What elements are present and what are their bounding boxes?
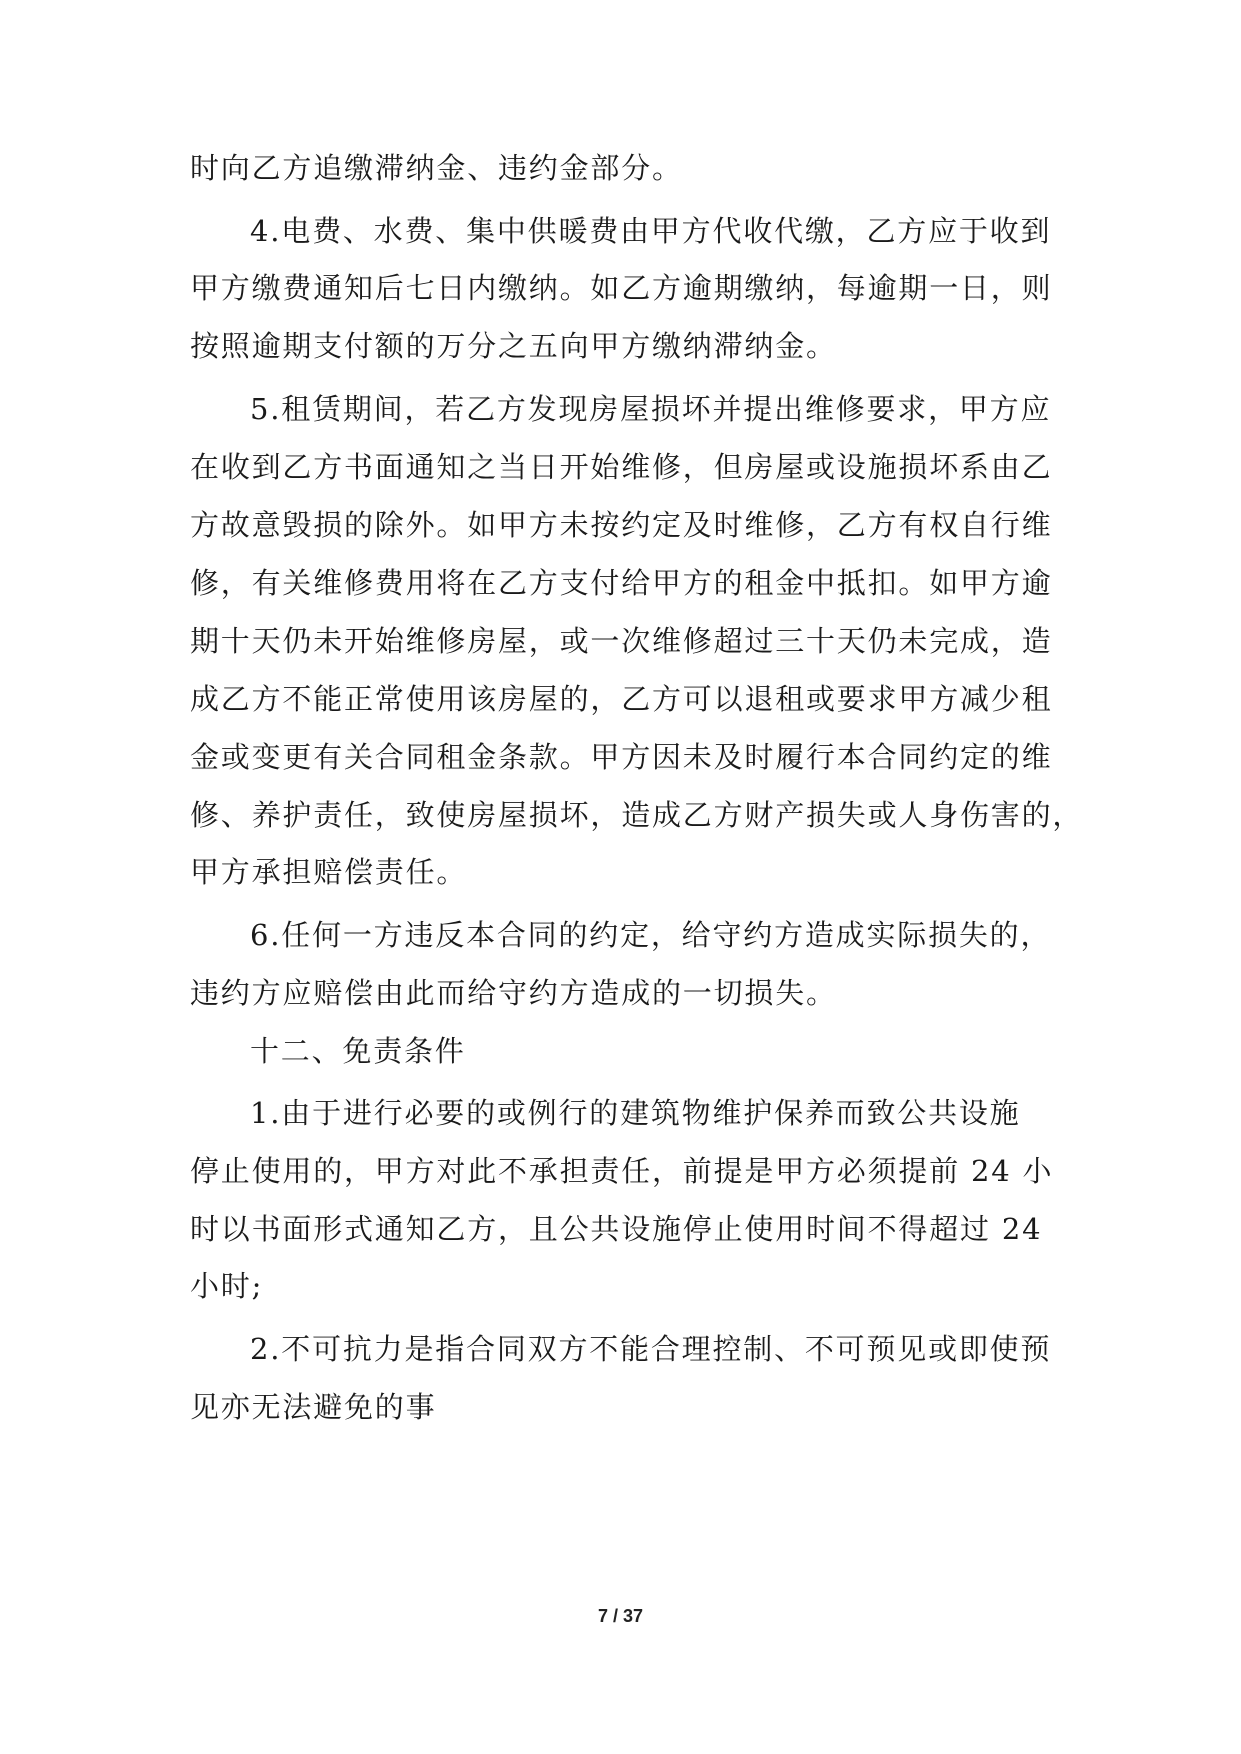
text-line: 小时; xyxy=(190,1269,264,1303)
text-line: 见亦无法避免的事 xyxy=(190,1390,437,1424)
text-line: 5.租赁期间，若乙方发现房屋损坏并提出维修要求，甲方应 xyxy=(250,392,1052,426)
text-line: 期十天仍未开始维修房屋，或一次维修超过三十天仍未完成，造 xyxy=(190,624,1053,658)
text-line: 成乙方不能正常使用该房屋的，乙方可以退租或要求甲方减少租 xyxy=(190,682,1053,716)
text-line: 时向乙方追缴滞纳金、违约金部分。 xyxy=(190,151,683,185)
text-line: 甲方承担赔偿责任。 xyxy=(190,855,468,889)
text-line: 在收到乙方书面通知之当日开始维修，但房屋或设施损坏系由乙 xyxy=(190,450,1053,484)
text-line: 方故意毁损的除外。如甲方未按约定及时维修，乙方有权自行维 xyxy=(190,508,1053,542)
text-line: 1.由于进行必要的或例行的建筑物维护保养而致公共设施 xyxy=(250,1096,1021,1130)
text-line: 甲方缴费通知后七日内缴纳。如乙方逾期缴纳，每逾期一日，则 xyxy=(190,271,1053,305)
text-line: 修、养护责任，致使房屋损坏，造成乙方财产损失或人身伤害的， xyxy=(190,798,1084,832)
text-line: 违约方应赔偿由此而给守约方造成的一切损失。 xyxy=(190,976,837,1010)
text-line: 修，有关维修费用将在乙方支付给甲方的租金中抵扣。如甲方逾 xyxy=(190,566,1053,600)
text-line: 停止使用的，甲方对此不承担责任，前提是甲方必须提前 24 小 xyxy=(190,1154,1054,1188)
text-line: 6.任何一方违反本合同的约定，给守约方造成实际损失的， xyxy=(250,918,1052,952)
text-line: 2.不可抗力是指合同双方不能合理控制、不可预见或即使预 xyxy=(250,1332,1052,1366)
text-line: 4.电费、水费、集中供暖费由甲方代收代缴，乙方应于收到 xyxy=(250,214,1052,248)
page-number: 7 / 37 xyxy=(597,1606,644,1626)
section-heading: 十二、免责条件 xyxy=(250,1034,466,1068)
text-line: 金或变更有关合同租金条款。甲方因未及时履行本合同约定的维 xyxy=(190,740,1053,774)
text-line: 时以书面形式通知乙方，且公共设施停止使用时间不得超过 24 xyxy=(190,1212,1043,1246)
text-line: 按照逾期支付额的万分之五向甲方缴纳滞纳金。 xyxy=(190,329,837,363)
